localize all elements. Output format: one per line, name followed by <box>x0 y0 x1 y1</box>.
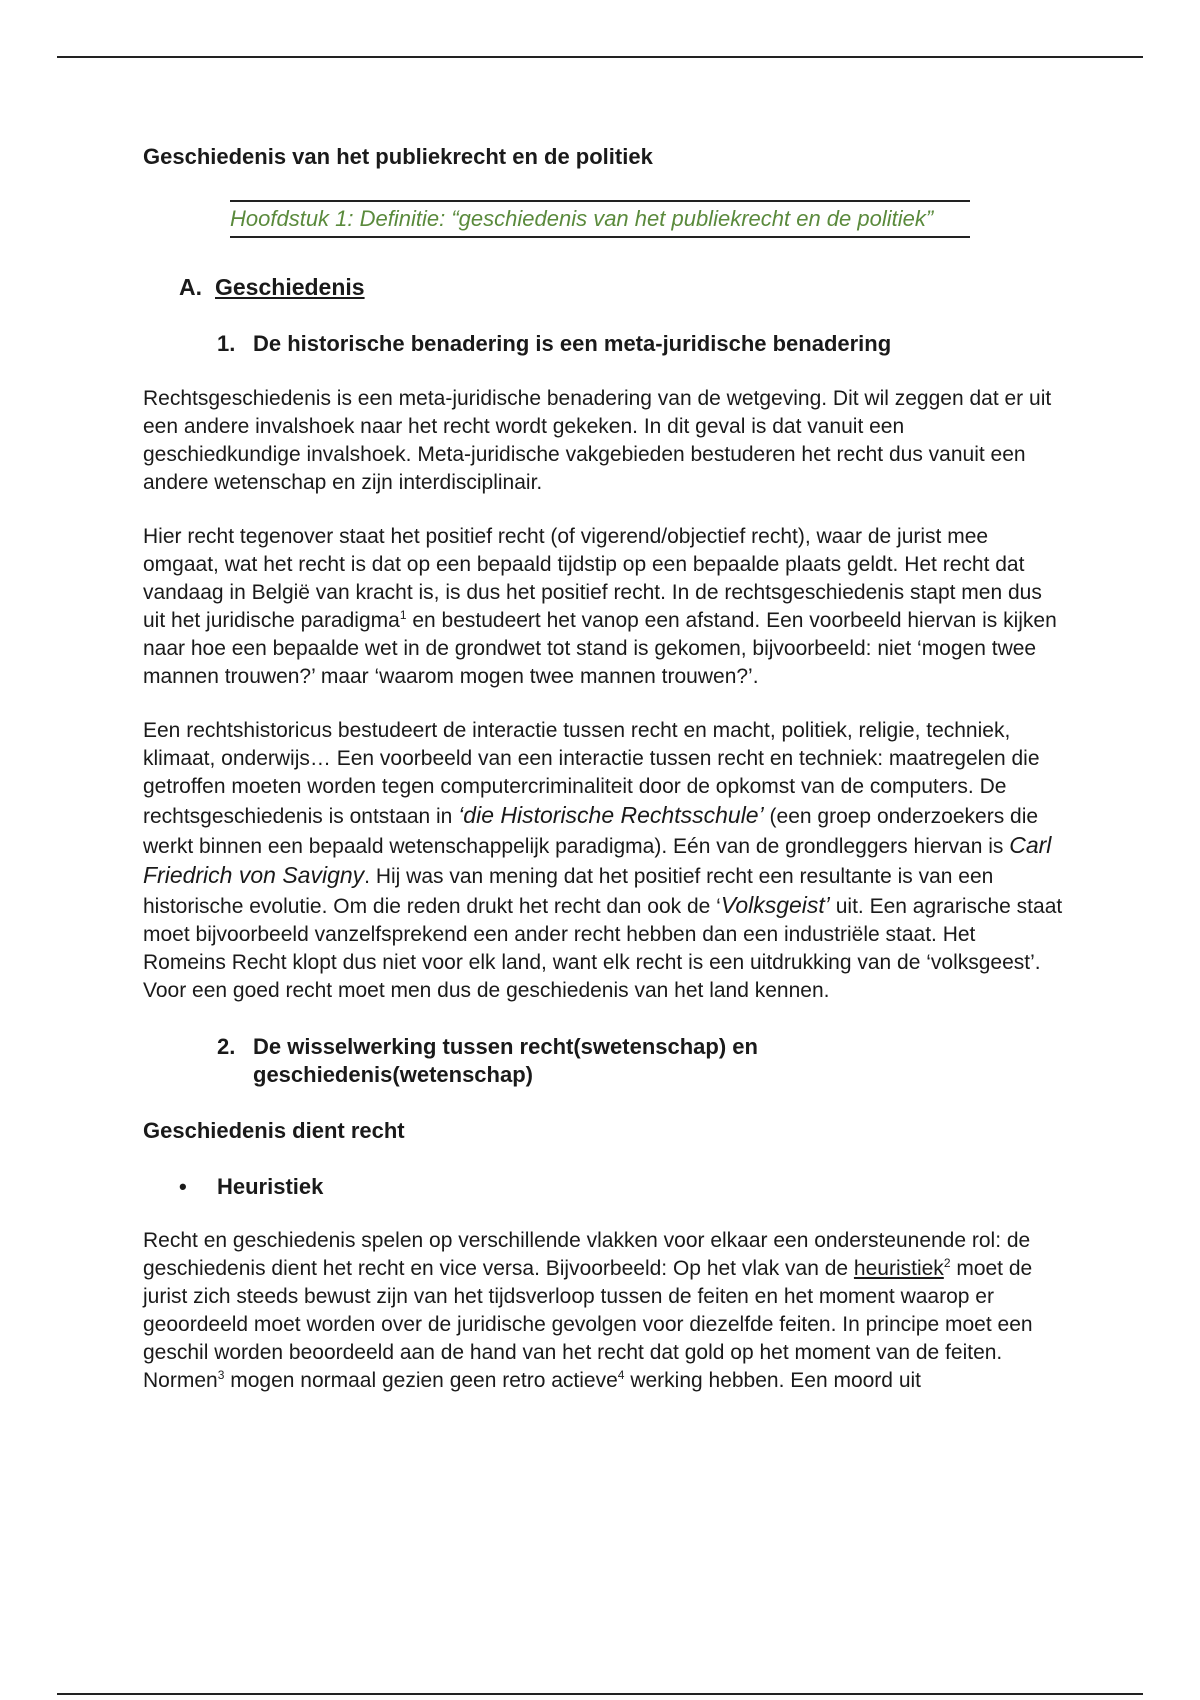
paragraph-4-text-b: moet de jurist zich steeds bewust zijn van het tijdsverloop tussen de feiten en het moment waarop er geoordeeld moet worden over de juridische gevolgen voor diezelfde feiten. In principe moet een geschil worden beoordeeld aan de hand van het recht dat gold op het moment van de feiten. Normen <box>143 1257 1033 1392</box>
section-label: Geschiedenis <box>215 274 365 300</box>
chapter-heading: Hoofdstuk 1: Definitie: “geschiedenis van het publiekrecht en de politiek” <box>230 200 970 238</box>
section-letter: A. <box>179 274 202 300</box>
bullet-text: Heuristiek <box>217 1174 324 1199</box>
document-title: Geschiedenis van het publiekrecht en de politiek <box>143 144 653 169</box>
heuristiek-term: heuristiek <box>853 1257 944 1280</box>
heading-text: De wisselwerking tussen recht(swetenschap) en geschiedenis(wetenschap) <box>253 1034 758 1087</box>
paragraph-3 <box>143 717 1063 1005</box>
paragraph-4 <box>143 1227 1063 1395</box>
numbered-heading-1 <box>217 330 1063 358</box>
paragraph-3-text-d: uit. Een agrarische staat moet bijvoorbeeld vanzelfsprekend een ander recht hebben dan een industriële staat. Het Romeins Recht klopt dus niet voor elk land, want elk recht is een uitdrukking van de ‘volksgeest’. Voor een goed recht moet men dus de geschiedenis van het land kennen. <box>143 895 1063 1002</box>
paragraph-2 <box>143 523 1063 691</box>
footnote-ref-1: 1 <box>399 608 407 622</box>
bullet-dot-icon: • <box>179 1174 187 1199</box>
footnote-ref-4: 4 <box>617 1368 625 1382</box>
section-heading-a <box>179 272 1063 302</box>
paragraph-3-text-c: . Hij was van mening dat het positief recht een resultante is van een historische evolutie. Om die reden drukt het recht dan ook de ‘ <box>143 865 994 918</box>
paragraph-2-text-b: en bestudeert het vanop een afstand. Een voorbeeld hiervan is kijken naar hoe een bepaalde wet in de grondwet tot stand is gekomen, bijvoorbeeld: niet ‘mogen twee mannen trouwen?’ maar ‘waarom mogen twee mannen trouwen?’. <box>143 609 1057 688</box>
footnote-ref-2: 2 <box>943 1256 951 1270</box>
savigny-name: Carl Friedrich von Savigny <box>143 832 1052 888</box>
top-rule <box>57 56 1143 58</box>
paragraph-4-text-c: mogen normaal gezien geen retro actieve <box>224 1369 618 1392</box>
heading-number: 1. <box>217 331 236 356</box>
paragraph-2-text-a: Hier recht tegenover staat het positief recht (of vigerend/objectief recht), waar de jurist mee omgaat, wat het recht is dat op een bepaald tijdstip op een bepaalde plaats geldt. Het recht dat vandaag in België van kracht is, is dus het positief recht. In de rechtsgeschiedenis stapt men dus uit het juridische paradigma <box>143 525 1042 632</box>
numbered-heading-2 <box>217 1033 1063 1089</box>
bottom-rule <box>57 1693 1143 1695</box>
paragraph-4-text-a: Recht en geschiedenis spelen op verschillende vlakken voor elkaar een ondersteunende rol: de geschiedenis dient het recht en vice versa. Bijvoorbeeld: Op het vlak van de <box>143 1229 1031 1280</box>
heading-number: 2. <box>217 1034 236 1059</box>
volksgeist-term: Volksgeist’ <box>720 892 830 918</box>
paragraph-3-text-a: Een rechtshistoricus bestudeert de interactie tussen recht en macht, politiek, religie, techniek, klimaat, onderwijs… Een voorbeeld van een interactie tussen recht en techniek: maatregelen die getroffen moeten worden tegen computercriminaliteit door de opkomst van de computers. De rechtsgeschiedenis is ontstaan in <box>143 719 1040 828</box>
footnote-ref-3: 3 <box>217 1368 225 1382</box>
paragraph-3-text-b: (een groep onderzoekers die werkt binnen een bepaald wetenschappelijk paradigma). Eén van de grondleggers hiervan is <box>143 805 1039 858</box>
subheading-geschiedenis-dient-recht: Geschiedenis dient recht <box>143 1118 405 1143</box>
historische-rechtsschule-term: ‘die Historische Rechtsschule’ <box>458 802 764 828</box>
page-content <box>143 142 1063 1395</box>
heading-text: De historische benadering is een meta-juridische benadering <box>253 331 892 356</box>
bullet-heuristiek <box>179 1173 1063 1201</box>
paragraph-4-text-d: werking hebben. Een moord uit <box>624 1369 921 1392</box>
paragraph-1: Rechtsgeschiedenis is een meta-juridische benadering van de wetgeving. Dit wil zeggen dat er uit een andere invalshoek naar het recht wordt gekeken. In dit geval is dat vanuit een geschiedkundige invalshoek. Meta-juridische vakgebieden bestuderen het recht dus vanuit een andere wetenschap en zijn interdisciplinair. <box>143 387 1052 494</box>
